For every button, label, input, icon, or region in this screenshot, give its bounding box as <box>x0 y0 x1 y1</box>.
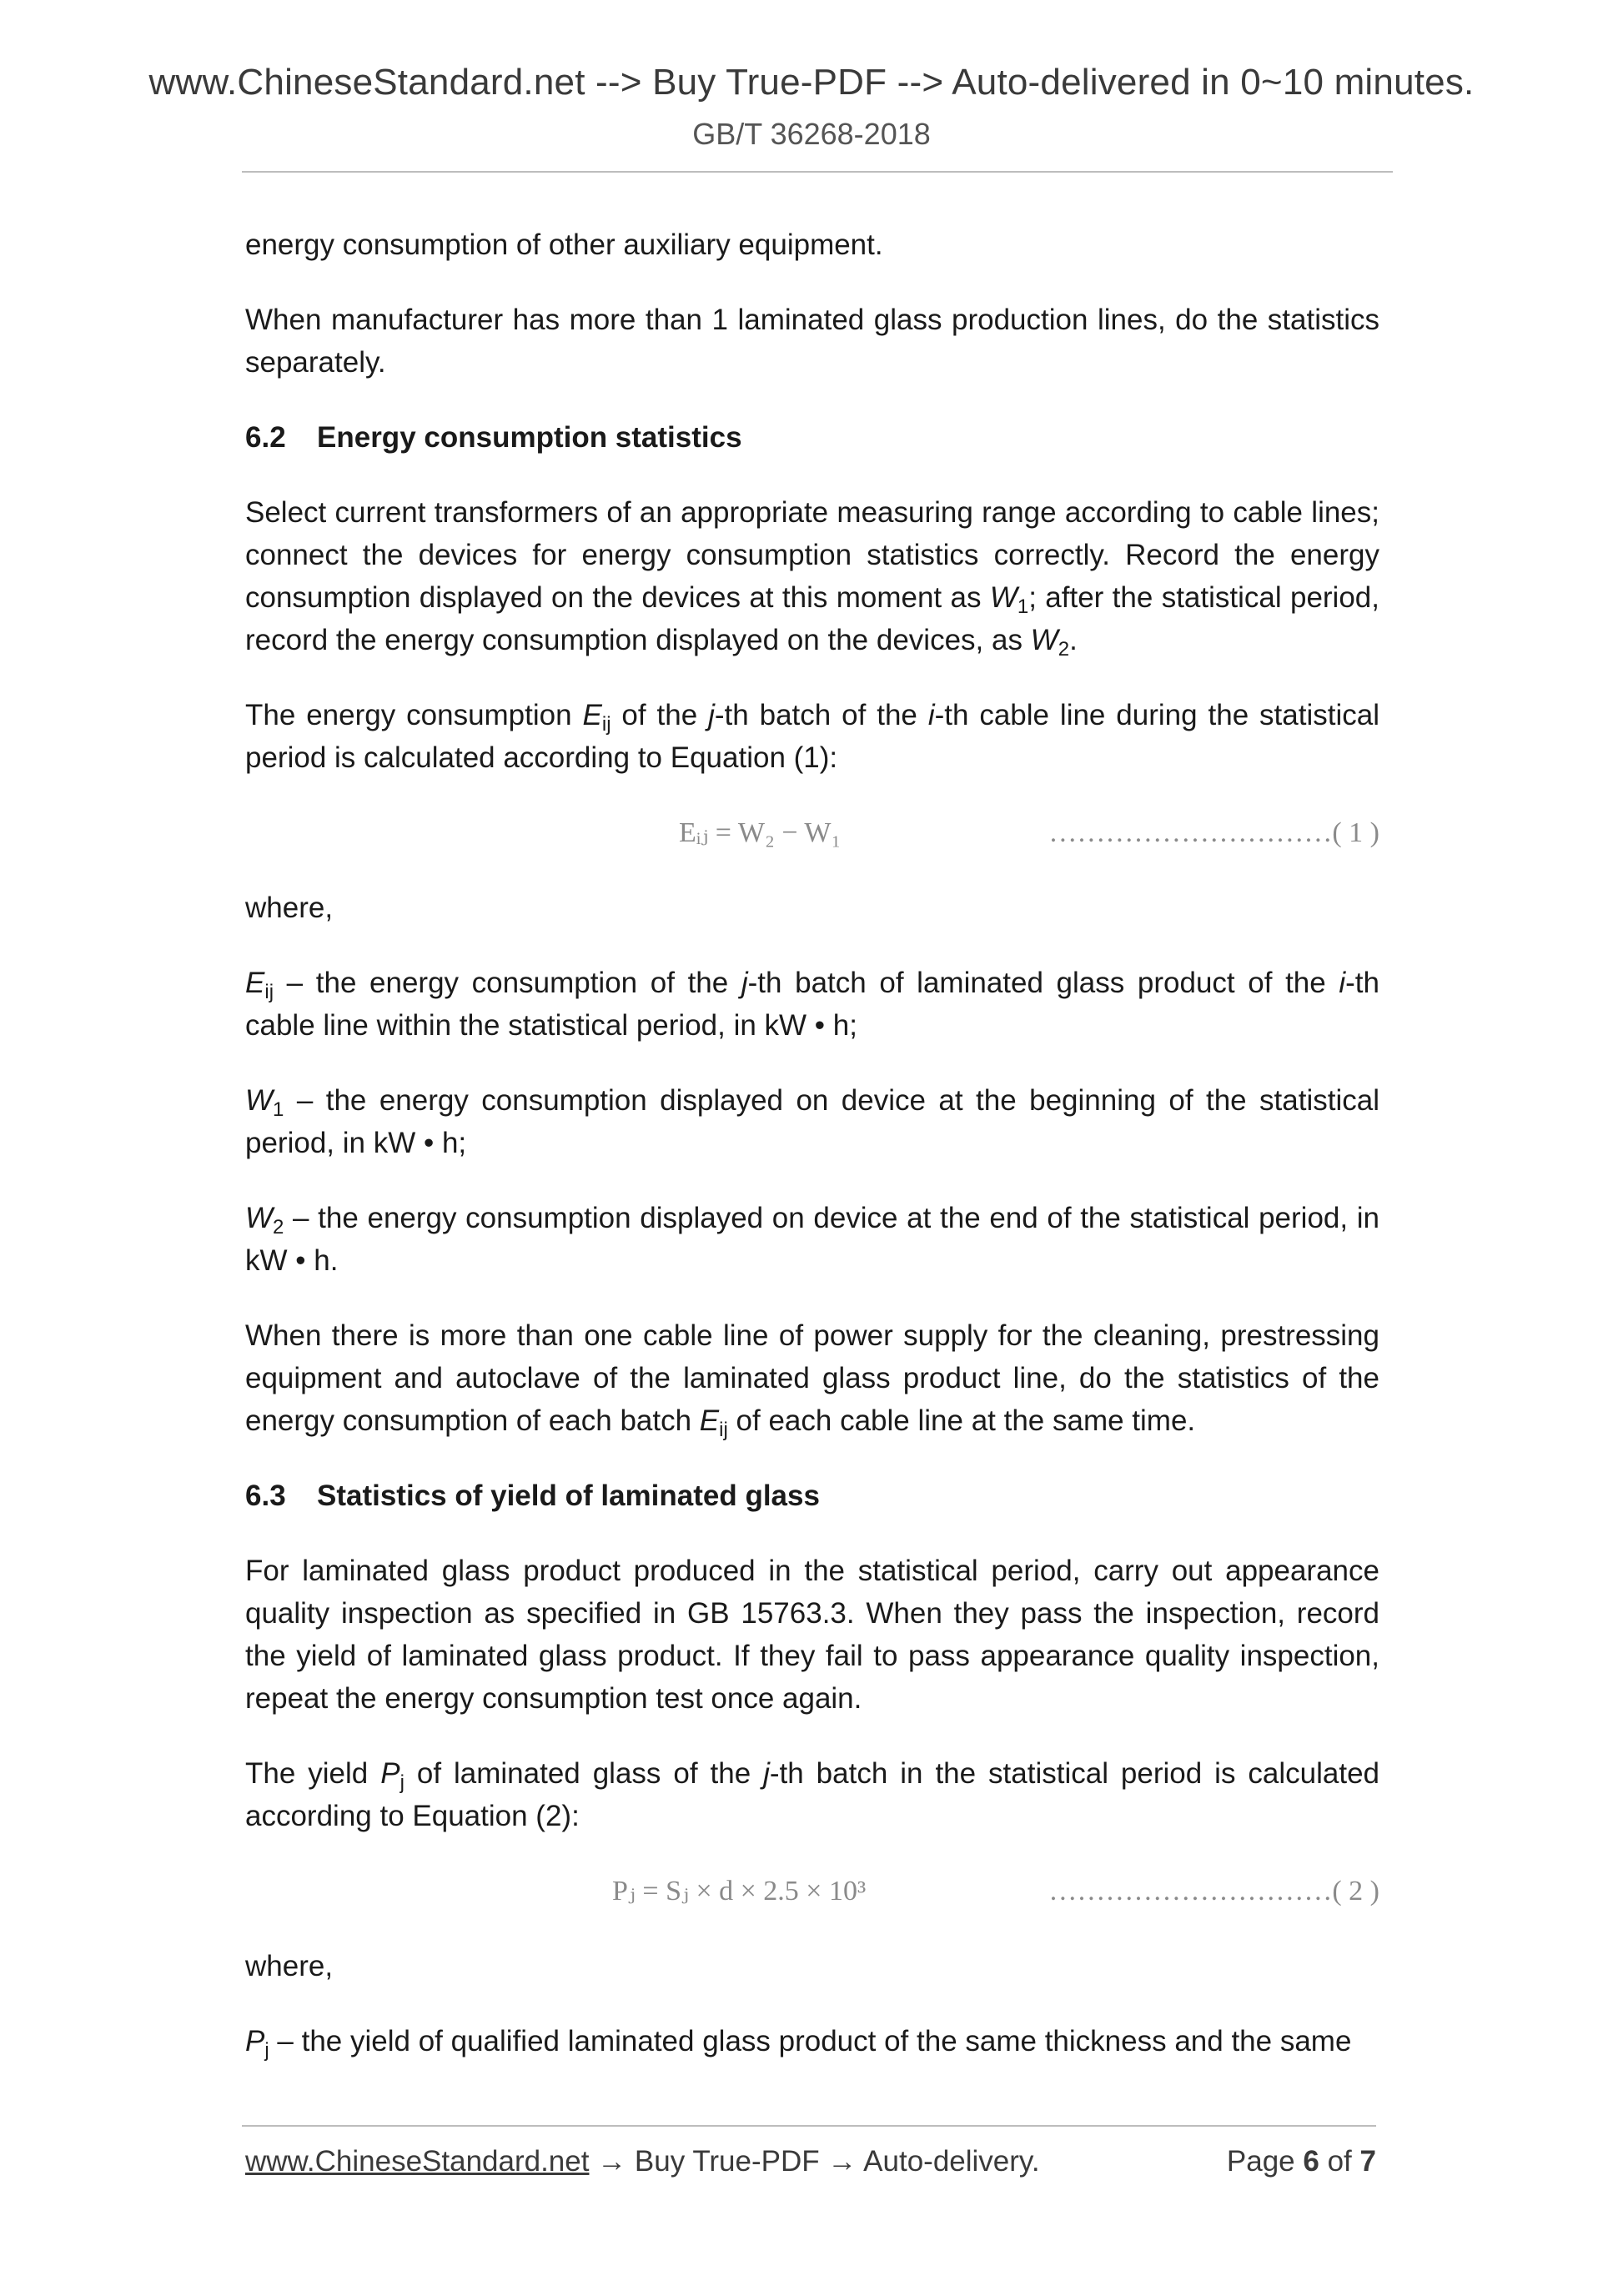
text-run: When there is more than one cable line of power supply for the cleaning, prestressing equipment and autoclave of the laminated glass product line, do the statistics of the energy consumption of each batch <box>245 1319 1379 1437</box>
paragraph-multiple-cable-lines <box>245 1314 1379 1442</box>
text-run: -th batch of laminated glass product of the <box>747 967 1339 999</box>
text-run: The energy consumption <box>245 699 583 731</box>
subscript: 1 <box>1017 595 1029 618</box>
page-indicator <box>1227 2145 1376 2178</box>
text-run: of laminated glass of the <box>404 1757 764 1790</box>
variable: i <box>927 699 935 731</box>
text-run: – the energy consumption of the <box>274 967 741 999</box>
variable: W <box>245 1084 274 1117</box>
definition-w2 <box>245 1197 1379 1282</box>
footer-divider <box>242 2125 1376 2127</box>
footer-links: → Buy True-PDF → Auto-delivery. <box>589 2145 1040 2178</box>
subscript: j <box>264 2039 269 2062</box>
page-current: 6 <box>1303 2145 1319 2178</box>
variable: P <box>380 1757 400 1790</box>
equation-2-number: …………………………( 2 ) <box>1048 1876 1379 1907</box>
section-heading-6-3 <box>245 1475 1379 1517</box>
variable: E <box>699 1404 720 1437</box>
text-run: Select current transformers of an appropriate measuring range according to cable lines; connect the devices for energy consumption statistics correctly. Record the energy consumption displayed on the devices at this moment as <box>245 496 1379 614</box>
paragraph-select-transformers <box>245 491 1379 661</box>
definition-pj <box>245 2020 1379 2062</box>
page-total: 7 <box>1359 2145 1376 2178</box>
text-run: The yield <box>245 1757 381 1790</box>
variable: W <box>1030 624 1058 656</box>
subscript: ij <box>719 1419 728 1441</box>
variable: W <box>245 1202 274 1234</box>
header-banner: www.ChineseStandard.net --> Buy True-PDF --> Auto-delivered in 0~10 minutes. <box>148 62 1475 103</box>
definition-w1 <box>245 1079 1379 1164</box>
definition-eij <box>245 962 1379 1047</box>
equation-2 <box>245 1870 1379 1912</box>
equation-2-expression: Pⱼ = Sⱼ × d × 2.5 × 10³ <box>612 1876 867 1907</box>
page-of: of <box>1327 2145 1352 2178</box>
subscript: j <box>399 1771 404 1794</box>
text-run: – the yield of qualified laminated glass product of the same thickness and the same <box>269 2025 1352 2057</box>
equation-1 <box>245 811 1379 854</box>
where-label: where, <box>245 892 334 924</box>
section-heading-6-2 <box>245 416 1379 459</box>
subscript: ij <box>264 981 274 1003</box>
variable: j <box>763 1757 770 1790</box>
text-run: . <box>1069 624 1078 656</box>
text-run: -th cable line within the statistical period, in kW • h; <box>245 967 1380 1042</box>
paragraph-eij-intro <box>245 694 1379 779</box>
text-run: -th batch of the <box>714 699 928 731</box>
text-run: -th batch in the statistical period is calculated according to Equation (2): <box>245 1757 1380 1832</box>
subscript: 2 <box>273 1216 284 1238</box>
paragraph-yield-intro <box>245 1752 1379 1837</box>
text-run: – the energy consumption displayed on device at the end of the statistical period, in kW • h. <box>245 1202 1379 1277</box>
footer-site-link[interactable]: www.ChineseStandard.net <box>245 2145 590 2178</box>
page-label: Page <box>1226 2145 1295 2178</box>
where-label: where, <box>245 1950 334 1982</box>
subscript: ij <box>601 713 611 736</box>
page-footer <box>245 2145 1376 2178</box>
text-run: of the <box>611 699 709 731</box>
subscript: 1 <box>273 1098 284 1121</box>
page-body <box>245 224 1379 2095</box>
equation-1-number: …………………………( 1 ) <box>1048 817 1379 848</box>
header-divider <box>242 171 1393 173</box>
paragraph-continuation: energy consumption of other auxiliary equipment. <box>245 229 883 261</box>
text-run: of each cable line at the same time. <box>727 1404 1196 1437</box>
text-run: -th cable line during the statistical period is calculated according to Equation (1): <box>245 699 1379 774</box>
variable: j <box>708 699 715 731</box>
subscript: 2 <box>1058 638 1070 661</box>
text-run: ; after the statistical period, record the energy consumption displayed on the devices, as <box>245 581 1379 656</box>
section-number: 6.2 <box>245 421 286 454</box>
variable: W <box>989 581 1018 614</box>
paragraph-inspection: For laminated glass product produced in the statistical period, carry out appearance quality inspection as specified in GB 15763.3. When they pass the inspection, record the yield of laminated glass product. If they fail to pass appearance quality inspection, repeat the energy consumption test once again. <box>245 1555 1379 1715</box>
variable: j <box>741 967 748 999</box>
section-title: Energy consumption statistics <box>317 421 742 454</box>
variable: P <box>245 2025 265 2057</box>
variable: E <box>245 967 265 999</box>
standard-code: GB/T 36268-2018 <box>692 117 931 151</box>
variable: E <box>582 699 602 731</box>
text-run: – the energy consumption displayed on device at the beginning of the statistical period, in kW • h; <box>245 1084 1379 1159</box>
equation-1-expression: Eᵢⱼ = W₂ − W₁ <box>679 817 842 848</box>
paragraph-production-lines: When manufacturer has more than 1 laminated glass production lines, do the statistics separately. <box>245 304 1379 379</box>
section-title: Statistics of yield of laminated glass <box>317 1480 820 1512</box>
section-number: 6.3 <box>245 1480 286 1512</box>
variable: i <box>1339 967 1346 999</box>
